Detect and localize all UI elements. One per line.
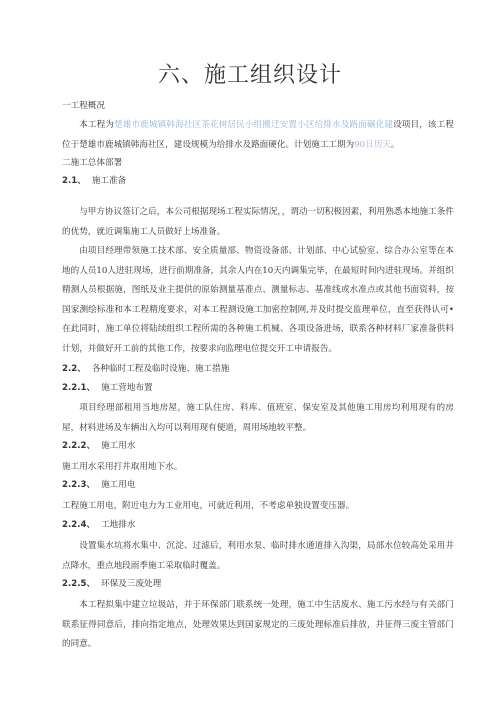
heading-number: 2.2、 xyxy=(62,364,86,374)
paragraph-power: 工程施工用电，附近电力为工业用电，可就近利用，不考虑单独设置变压器。 xyxy=(62,501,355,511)
heading-number: 2.2.1、 xyxy=(62,383,96,393)
overview-text-b: 设项目，该工程位于楚雄市鹿城镇韩海社区，建设规模为给排水及路面硬化。计划施工工期为 xyxy=(62,120,454,150)
overview-text-a: 本工程为 xyxy=(79,120,115,130)
paragraph-camp: 项目经理部租用当地房屋，施工队住房、料库、值班室、保安室及其他施工用房均利用现有的房屋，材料进场及车辆出入均可以利用现有便道，周用场地较平整。 xyxy=(62,403,454,433)
heading-2-2 xyxy=(62,362,229,374)
heading-2-2-3 xyxy=(62,478,135,490)
heading-number: 2.2.5、 xyxy=(62,579,96,589)
paragraph-water: 施工用水采用打井取用地下水。 xyxy=(62,462,183,472)
paragraph-drainage: 设置集水坑将水集中、沉淀、过滤后，利用水泵、临时排水通道排入沟渠，局部水位较高处采用井点降水，重点地段雨季施工采取临时覆盖。 xyxy=(62,541,454,571)
heading-text: 施工营地布置 xyxy=(101,383,153,393)
heading-text: 环保及三废处理 xyxy=(101,579,162,589)
paragraph-environment: 本工程拟集中建立垃圾站，并于环保部门联系统一处理，施工中生活废水、施工污水经与有关部门联系征得同意后，排向指定地点，处理效果达到国家规定的三废处理标准后排放，并征得三废主管部门的同意。 xyxy=(62,600,454,649)
heading-text: 工地排水 xyxy=(101,520,136,530)
heading-2-1 xyxy=(62,174,126,186)
page-title: 六、施工组织设计 xyxy=(157,63,342,88)
duration-highlight: 90日历天 xyxy=(354,139,391,150)
section-heading-deployment: 二施工总体部署 xyxy=(62,158,123,168)
heading-number: 2.2.3、 xyxy=(62,480,96,490)
heading-2-2-1 xyxy=(62,381,153,393)
heading-text: 施工用水 xyxy=(101,441,136,451)
heading-text: 施工准备 xyxy=(91,176,127,186)
overview-text-end: 。 xyxy=(390,139,400,150)
paragraph-preparation-2: 由项目经理带领施工技术部、安全质量部、物资设备部、计划部、中心试验室、综合办公室等在本地的人员10人进驻现场，进行前期准备，其余人内在10天内调集完毕，在最短时间内进驻现场。并组织精测人员根据施，图纸及业主提供的原始测量基准点、测量标志、基准线或水准点或其他书面资料，按国家测绘标准和本工程精度要求，对本工程测设施工加密控制网,并及时提交监理单位，直至获得认可•在此同时，施工单位将陆续组织工程所需的各种施工机械、各项设备进场，联系各种材料厂家准备供料计划，并做好开工前的其他工作，按要求向监理电位提交开工申请报告。 xyxy=(62,246,454,354)
heading-number: 2.2.2、 xyxy=(62,441,96,451)
section-heading-overview: 一工程概况 xyxy=(62,101,105,111)
heading-2-2-4 xyxy=(62,518,135,530)
heading-text: 各种临时工程及临时设施、施工措施 xyxy=(91,364,230,374)
heading-text: 施工用电 xyxy=(101,480,136,490)
heading-number: 2.1、 xyxy=(62,176,86,186)
heading-number: 2.2.4、 xyxy=(62,520,96,530)
project-name-highlight: 楚雄市鹿城镇韩海社区茶花树居民小组搬迁安置小区给排水及路面碾化建 xyxy=(114,120,394,130)
heading-2-2-5 xyxy=(62,577,161,589)
overview-paragraph xyxy=(62,116,454,155)
heading-2-2-2 xyxy=(62,439,135,451)
paragraph-preparation-1: 与甲方协议签订之后，本公司根据现场工程实际情况，，谓动一切积极因素，利用熟悉本地施工条件的优势，就近调集施工人员做好上场准备。 xyxy=(62,207,454,237)
